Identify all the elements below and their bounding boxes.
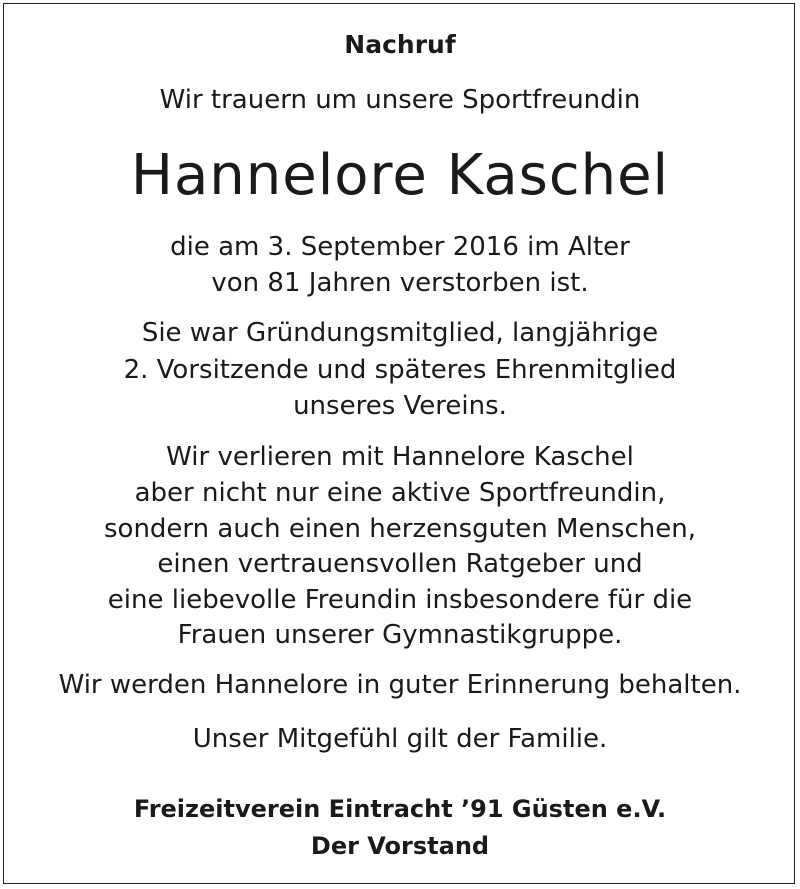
club-signature: Freizeitverein Eintracht ’91 Güsten e.V.	[133, 795, 667, 823]
role-line: 2. Vorsitzende und späteres Ehrenmitglied	[123, 355, 677, 385]
tribute-line: sondern auch einen herzensguten Menschen,	[103, 514, 696, 544]
deceased-name: Hannelore Kaschel	[130, 143, 670, 208]
memory-line: Wir werden Hannelore in guter Erinnerung behalten.	[58, 670, 742, 700]
tribute-line: Wir verlieren mit Hannelore Kaschel	[166, 442, 634, 472]
death-line: die am 3. September 2016 im Alter	[170, 232, 630, 262]
death-line: von 81 Jahren verstorben ist.	[211, 268, 589, 298]
role-line: unseres Vereins.	[293, 391, 507, 421]
condolence-line: Unser Mitgefühl gilt der Familie.	[192, 724, 608, 754]
intro-line: Wir trauern um unsere Sportfreundin	[159, 85, 641, 115]
board-signature: Der Vorstand	[310, 832, 490, 860]
tribute-line: aber nicht nur eine aktive Sportfreundin,	[134, 478, 666, 508]
role-line: Sie war Gründungsmitglied, langjährige	[141, 318, 659, 348]
tribute-line: eine liebevolle Freundin insbesondere für die	[107, 585, 693, 615]
tribute-line: einen vertrauensvollen Ratgeber und	[157, 549, 643, 579]
tribute-line: Frauen unserer Gymnastikgruppe.	[177, 620, 623, 650]
notice-heading: Nachruf	[344, 30, 456, 59]
